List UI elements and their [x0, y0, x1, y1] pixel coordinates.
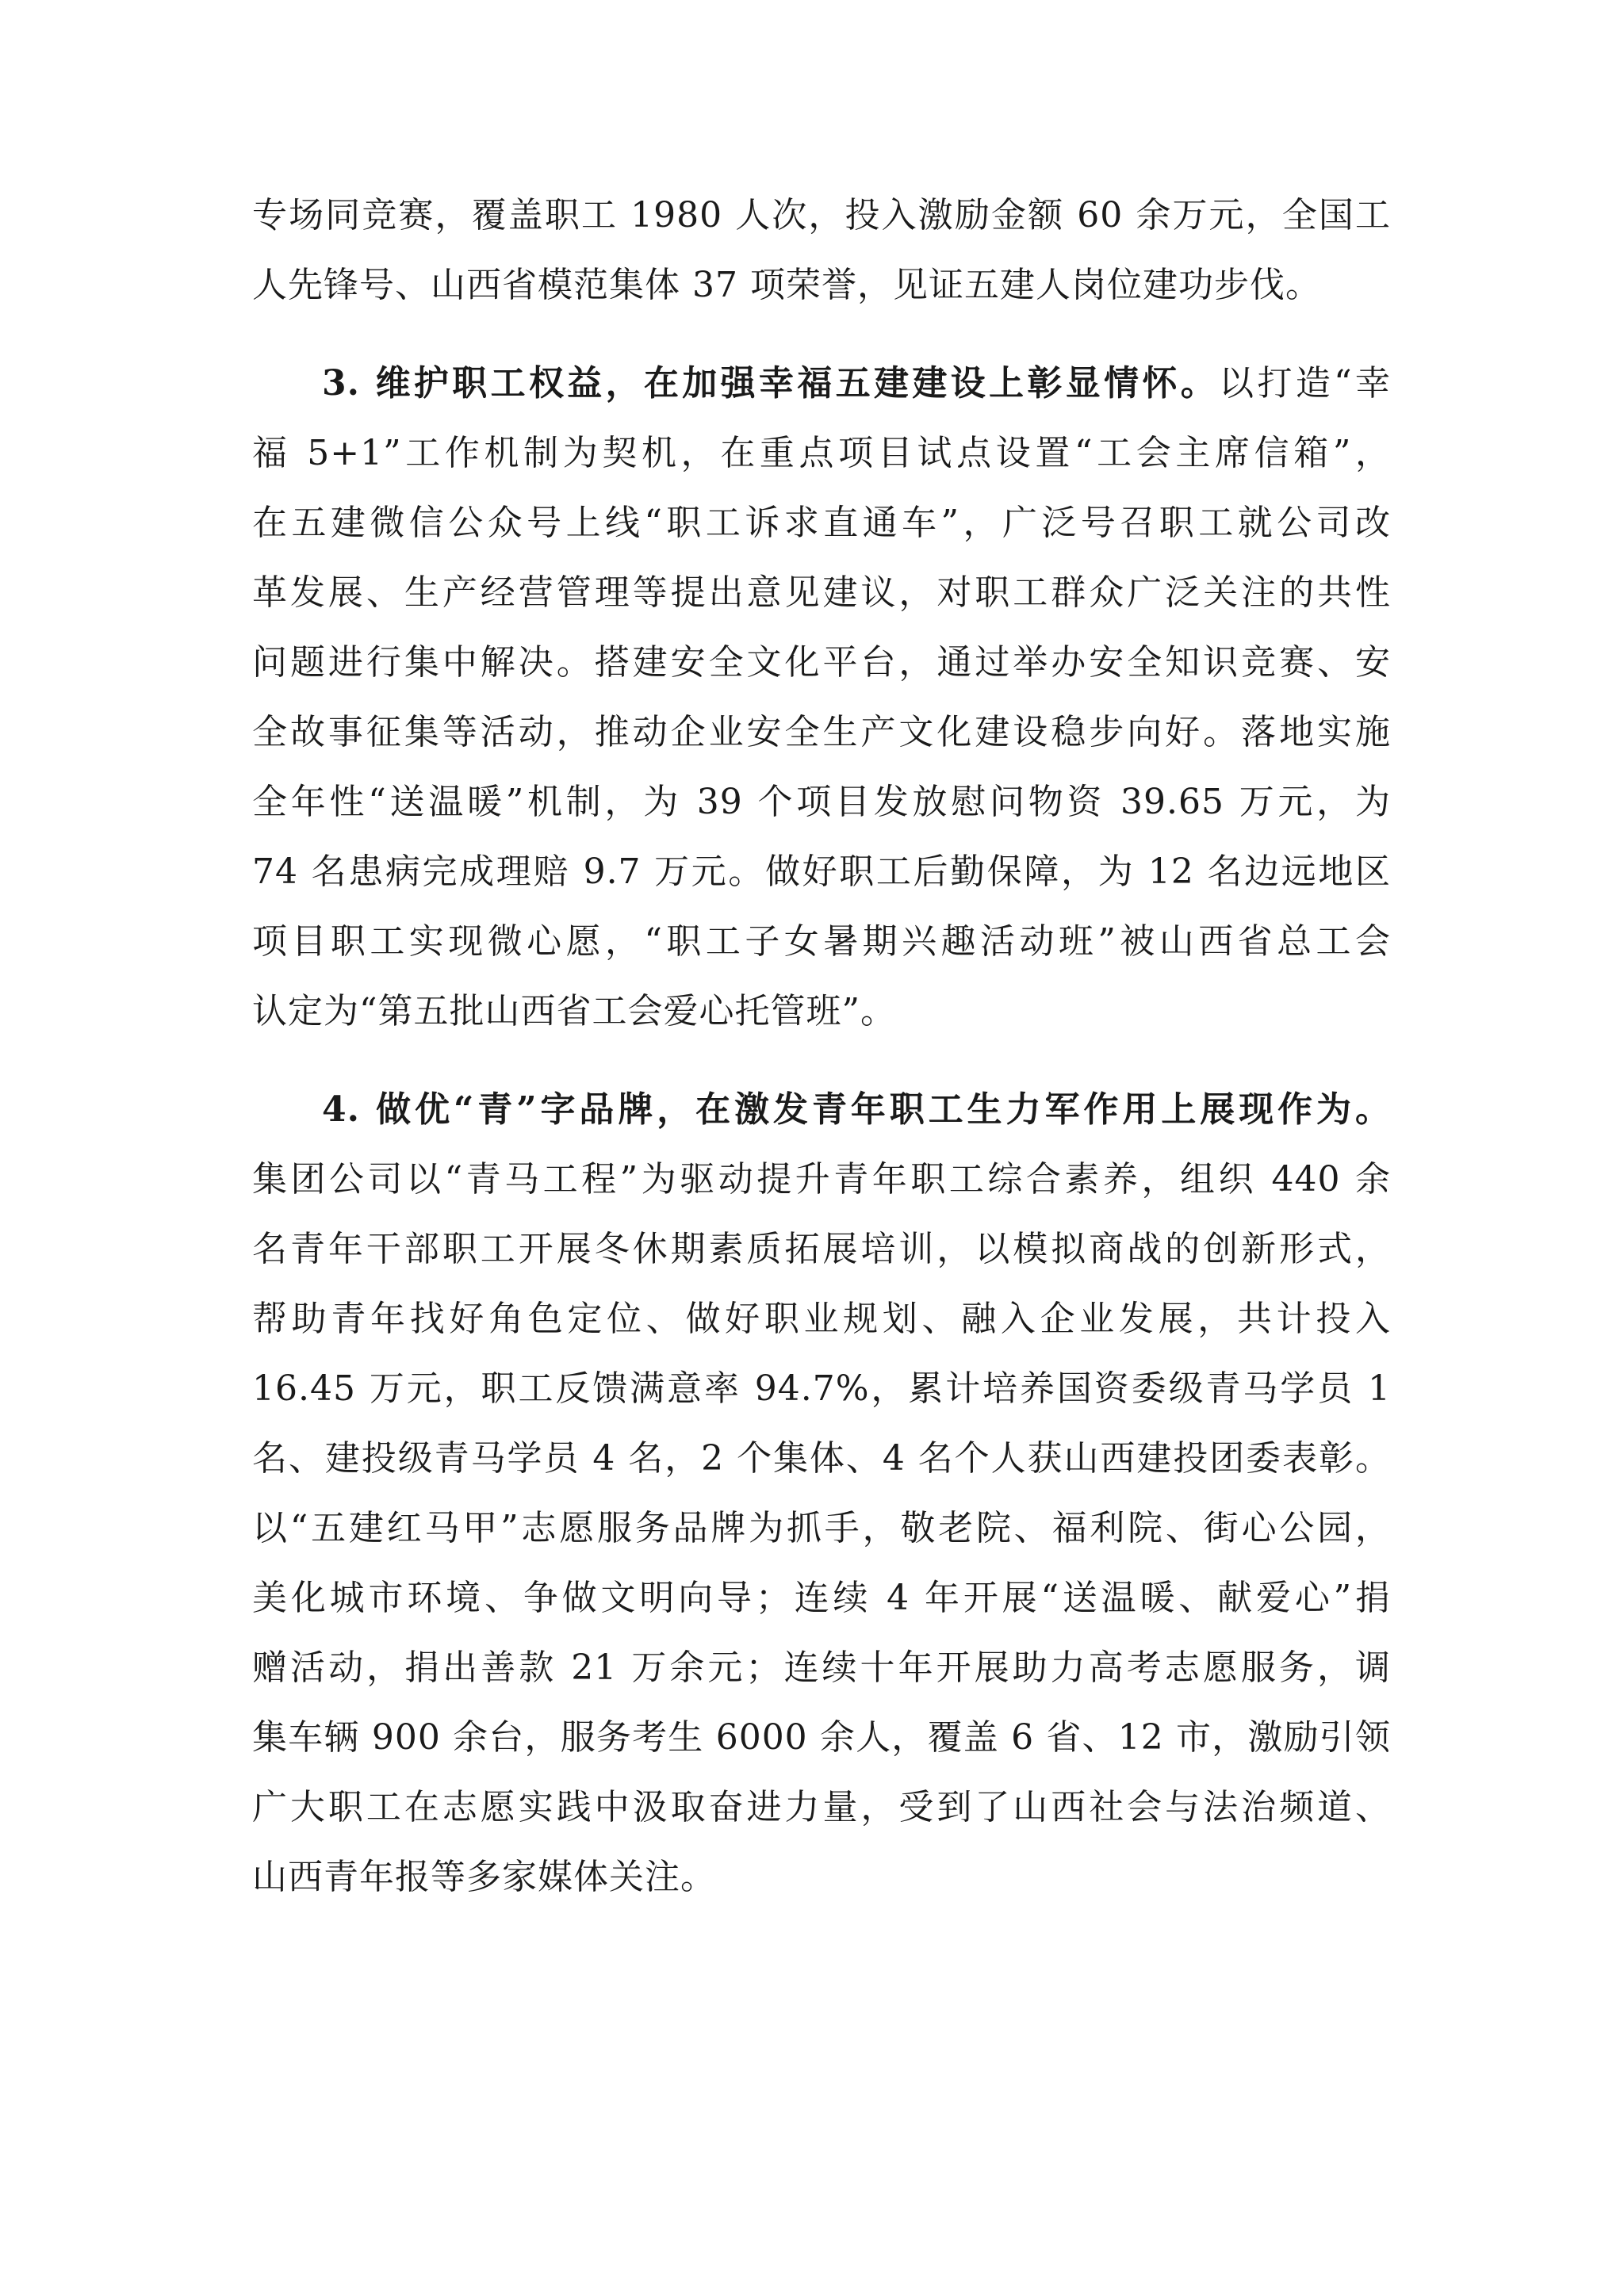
- section-heading-3: 3. 维护职工权益，在加强幸福五建建设上彰显情怀。: [322, 363, 1220, 404]
- text-line: 集团公司以“青马工程”为驱动提升青年职工综合素养，组织 440 余: [252, 1159, 1391, 1200]
- text-line: 以“五建红马甲”志愿服务品牌为抓手，敬老院、福利院、街心公园，: [252, 1508, 1391, 1548]
- text-line: 问题进行集中解决。搭建安全文化平台，通过举办安全知识竞赛、安: [252, 642, 1391, 683]
- text-span: 以打造“幸: [1219, 363, 1392, 404]
- text-line: 美化城市环境、争做文明向导；连续 4 年开展“送温暖、献爱心”捐: [252, 1578, 1391, 1618]
- text-line: 全故事征集等活动，推动企业安全生产文化建设稳步向好。落地实施: [252, 712, 1391, 752]
- text-line: 广大职工在志愿实践中汲取奋进力量，受到了山西社会与法治频道、: [252, 1787, 1391, 1827]
- text-line: 革发展、生产经营管理等提出意见建议，对职工群众广泛关注的共性: [252, 572, 1391, 613]
- text-line: 全年性“送温暖”机制，为 39 个项目发放慰问物资 39.65 万元，为: [252, 782, 1391, 822]
- text-line: 福 5+1”工作机制为契机，在重点项目试点设置“工会主席信箱”，: [252, 433, 1391, 473]
- text-line: 集车辆 900 余台，服务考生 6000 余人，覆盖 6 省、12 市，激励引领: [252, 1717, 1391, 1758]
- text-line: 16.45 万元，职工反馈满意率 94.7%，累计培养国资委级青马学员 1: [252, 1368, 1391, 1409]
- text-line: 认定为“第五批山西省工会爱心托管班”。: [252, 991, 896, 1031]
- text-line: 74 名患病完成理赔 9.7 万元。做好职工后勤保障，为 12 名边远地区: [252, 851, 1391, 892]
- text-line: 项目职工实现微心愿，“职工子女暑期兴趣活动班”被山西省总工会: [252, 921, 1391, 962]
- paragraph-1: [252, 181, 1391, 320]
- text-line: [252, 1075, 1391, 1145]
- text-line: 帮助青年找好角色定位、做好职业规划、融入企业发展，共计投入: [252, 1299, 1391, 1339]
- text-line: 在五建微信公众号上线“职工诉求直通车”，广泛号召职工就公司改: [252, 503, 1391, 543]
- text-line: 名、建投级青马学员 4 名，2 个集体、4 名个人获山西建投团委表彰。: [252, 1438, 1391, 1479]
- text-line: [252, 349, 1391, 419]
- text-line: 名青年干部职工开展冬休期素质拓展培训，以模拟商战的创新形式，: [252, 1229, 1391, 1269]
- section-heading-4: 4. 做优“青”字品牌，在激发青年职工生力军作用上展现作为。: [322, 1089, 1391, 1130]
- paragraph-2: [252, 349, 1391, 1047]
- text-line: 山西青年报等多家媒体关注。: [252, 1857, 716, 1897]
- text-line: 赠活动，捐出善款 21 万余元；连续十年开展助力高考志愿服务，调: [252, 1647, 1391, 1688]
- text-line: 人先锋号、山西省模范集体 37 项荣誉，见证五建人岗位建功步伐。: [252, 265, 1321, 305]
- paragraph-3: [252, 1075, 1391, 1912]
- document-body: [252, 181, 1391, 1912]
- text-line: 专场同竞赛，覆盖职工 1980 人次，投入激励金额 60 余万元，全国工: [252, 195, 1391, 235]
